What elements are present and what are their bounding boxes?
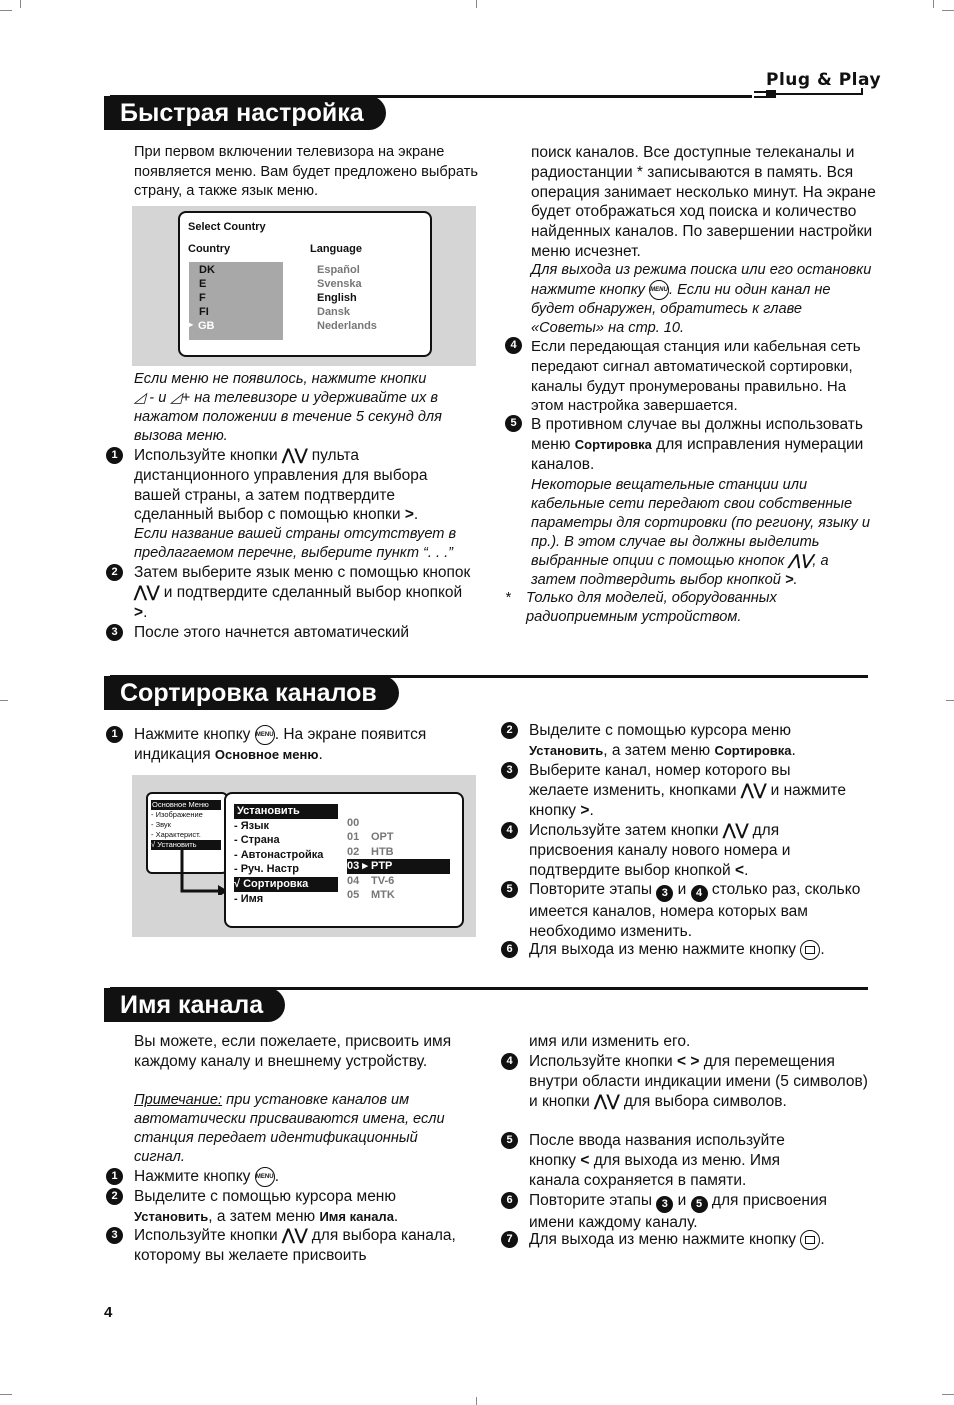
up-down-icon: ⋀⋁ [134,583,160,601]
menu-name: Имя канала [319,1208,394,1224]
install-menu-title: Установить [234,804,338,819]
step-text: Для выхода из меню нажмите кнопку [529,941,797,959]
step-number: 3 [106,1227,123,1244]
menu-arrow-icon [178,847,230,895]
step-number: 4 [501,822,518,839]
step-text: Повторите этапы [529,1192,652,1209]
step-text: Выделите с помощью курсора меню [529,722,791,739]
step-number: 4 [501,1053,518,1070]
menu-button-icon: MENU [255,1167,275,1187]
install-menu-item[interactable]: - Язык [234,819,269,832]
channel-name: HTB [371,845,394,858]
page-number: 4 [104,1304,113,1321]
step-text: Для выхода из меню нажмите кнопку [529,1231,797,1249]
step-4-text: Если передающая станция или кабельная сеть передают сигнал автоматической сортировки, каналы будут пронумерованы правильно. На этом настройка завершается. [531,338,861,415]
step-text: для перемещения внутри области индикации имени (5 символов) и кнопки [529,1053,868,1110]
channel-name: OPT [371,831,394,844]
no-menu-note [134,370,474,446]
install-menu-item[interactable]: - Имя [234,892,264,905]
channel-list [347,816,450,902]
menu-name: Сортировка [714,742,792,758]
step-text: После ввода названия используйте кнопку [529,1132,785,1169]
sort-step-4-text: Используйте затем кнопки ⋀⋁ для присвоения каналу нового номера и подтвердите выбор кнопкой <. [529,822,791,879]
name-step-2-text: Выделите с помощью курсора меню Установить, а затем меню Имя канала. [134,1188,399,1225]
crop-mark [0,1394,12,1395]
channel-number: 05 [347,889,360,902]
volume-icon: ◿ [170,390,182,406]
footnote: Только для моделей, оборудованных радиоприемным устройством. [526,590,777,625]
language-item[interactable]: Nederlands [317,320,377,332]
step-2-text: Затем выберите язык меню с помощью кнопок ⋀⋁ и подтвердите сделанный выбор кнопкой >. [134,564,471,621]
menu-button-icon: MENU [255,725,275,745]
crop-mark [476,0,477,8]
step-number: 5 [501,1132,518,1149]
main-menu-list [151,800,221,850]
up-down-icon: ⋀⋁ [740,781,767,799]
install-menu-item[interactable]: - Страна [234,834,280,847]
language-item-selected[interactable]: English [317,292,357,304]
main-menu-item[interactable]: - Изображение [151,810,203,819]
step-number: 5 [505,415,522,432]
up-down-icon: ⋀⋁ [594,1092,620,1110]
channel-name: MTK [371,889,395,902]
name-step-7-text: Для выхода из меню нажмите кнопку . [529,1231,825,1249]
crop-mark [0,700,8,701]
step-5-text [531,415,876,474]
main-menu-title: Основное Меню [151,800,221,810]
menu-name: Основное меню [214,747,319,762]
up-down-icon: ⋀⋁ [722,822,749,839]
left-icon: < [735,861,745,879]
step-text: Затем выберите язык меню с помощью кнопок [134,564,471,581]
step-text: Повторите этапы [529,881,652,898]
language-item[interactable]: Dansk [317,306,351,318]
step-ref: 5 [691,1196,708,1213]
channel-row[interactable] [347,816,450,830]
channel-name: PTP [371,860,393,873]
name-intro: Вы можете, если пожелаете, присвоить имя каждому каналу и внешнему устройству. [134,1033,452,1070]
step-number: 5 [501,881,518,898]
crop-mark [0,10,12,11]
up-down-icon: ⋀⋁ [788,553,813,569]
name-step-5-text [529,1131,829,1190]
name-step-3-text [134,1226,474,1266]
step-ref: 3 [656,885,673,902]
step-number: 4 [505,337,522,354]
channel-number: 04 [347,874,360,887]
tv-button-icon [800,1230,820,1250]
step-number: 3 [501,762,518,779]
step-number: 6 [501,1192,518,1209]
country-item[interactable]: FI [199,306,209,318]
menu-name: Установить [134,1208,209,1224]
step-1-note: Если название вашей страны отсутствует в предлагаемом перечне, выберите пункт “. . .” [134,526,457,561]
section-title-channel-sort: Сортировка каналов [104,676,399,710]
step-text: для выбора символов. [623,1092,787,1110]
country-item[interactable]: E [199,278,207,290]
language-item[interactable]: Svenska [317,278,362,290]
sort-step-5-text [529,880,874,942]
sort-step-6-text: Для выхода из меню нажмите кнопку . [529,941,825,959]
step-text: Выберите канал, номер которого вы желаете изменить, кнопками [529,762,791,799]
plug-icon [752,86,867,108]
name-step-6-text [529,1191,869,1233]
left-icon: < [580,1151,590,1169]
search-description: поиск каналов. Все доступные телеканалы и радиостанции * записываются в память. Вся операция занимает несколько минут. На экране будет отображаться ход поиска и количество найденных каналов. По завершении настройки меню исчезнет. [531,144,876,260]
channel-name: TV-6 [371,874,395,887]
country-item[interactable]: F [199,292,206,304]
main-menu-item-selected[interactable]: √ Установить [151,840,221,850]
note-text: Если меню не появилось, нажмите кнопки [134,371,427,387]
name-col2-text: имя или изменить его. [529,1033,691,1050]
channel-row[interactable] [347,888,450,902]
right-icon: > [404,506,414,524]
menu-name: Сортировка [574,436,652,452]
selection-arrow-icon: ▸ [189,320,194,329]
channel-number: 00 [347,817,360,829]
note-text: . Если ни один канал не будет обнаружен, обратитесь к главе «Советы» на стр. 10. [531,281,831,336]
tv-button-icon [800,940,820,960]
channel-row[interactable] [347,874,450,888]
right-icon: > [580,801,590,819]
step-text: для исправления нумерации каналов. [531,435,864,473]
search-note [531,261,876,338]
channel-row-selected[interactable] [347,859,450,873]
intro-text: При первом включении телевизора на экране появляется меню. Вам будет предложено выбрать страну, а также язык меню. [134,144,478,200]
step-text: для присвоения каналу нового номера и подтвердите выбор кнопкой [529,822,791,879]
install-menu-list [234,804,338,906]
country-item[interactable]: DK [199,264,215,276]
step-number: 2 [106,1188,123,1205]
step-number: 6 [501,941,518,958]
step-number: 2 [501,722,518,739]
language-header: Language [310,243,362,255]
step-ref: 4 [691,885,708,902]
note-text: Для выхода из режима поиска или его остановки нажмите кнопку [531,262,872,298]
install-menu-item-selected[interactable]: √ Сортировка [234,877,338,892]
note-text: - и [149,390,167,406]
step-text: и подтвердите сделанный выбор кнопкой [163,583,463,601]
note-label: Примечание: [134,1092,223,1108]
step-text: пульта дистанционного управления для выбора вашей страны, а затем подтвердите сделанный выбор с помощью кнопки [134,447,428,524]
up-down-icon: ⋀⋁ [281,447,308,464]
section-title-quick-setup: Быстрая настройка [104,96,386,130]
channel-number: 02 [347,845,360,858]
crop-mark [946,700,954,701]
step-3-text: После этого начнется автоматический [134,624,410,641]
step-number: 2 [106,564,123,581]
crop-mark [476,1397,477,1405]
step-text: , а затем меню [603,741,711,759]
step-5-note: Некоторые вещательные станции или кабельные сети передают свои собственные параметры для сортировки (по региону, языку и пр.). В этом случае вы должны выделить выбранные опции с помощью кнопок ⋀⋁, а затем подтвердить выбор кнопкой >. [531,477,870,588]
step-number: 1 [106,726,123,743]
up-down-icon: ⋀⋁ [281,1227,308,1244]
step-text: для выбора канала, которому вы желаете присвоить [134,1227,456,1264]
step-ref: 3 [656,1196,673,1213]
step-text: Используйте затем кнопки [529,822,719,839]
step-text: и [677,881,687,898]
menu-button-icon: MENU [649,280,669,300]
step-text: , а затем меню [208,1207,316,1225]
note-text: при установке каналов им автоматически присваиваются имена, если станция передает идентификационный сигнал. [134,1092,445,1165]
note-text: Некоторые вещательные станции или кабельные сети передают свои собственные параметры для сортировки (по региону, языку и пр.). В этом случае вы должны выделить выбранные опции с помощью кнопок [531,477,870,569]
step-text: В противном случае вы должны использовать меню [531,416,863,453]
step-text: Нажмите кнопку [134,726,251,744]
step-text: Используйте кнопки [134,1227,278,1244]
channel-row[interactable] [347,830,450,844]
volume-icon: ◿ [134,390,146,406]
main-menu-item[interactable]: - Звук [151,820,171,829]
menu-name: Установить [529,742,604,758]
section-title-channel-name: Имя канала [104,988,285,1022]
crop-mark [942,1394,954,1395]
footnote-mark: * [505,590,511,606]
left-right-icon: < > [676,1053,700,1070]
step-text: и [677,1192,687,1209]
sort-step-3-text: Выберите канал, номер которого вы желаете изменить, кнопками ⋀⋁ и нажмите кнопку >. [529,762,846,819]
country-header: Country [188,243,231,255]
install-menu-item[interactable]: - Автонастройка [234,848,324,861]
step-number: 1 [106,447,123,464]
step-text: Выделите с помощью курсора меню [134,1188,396,1205]
note-text: их в нажатом положении в течение 5 секунд для вызова меню. [134,390,442,444]
plug-and-play-logo: Plug & Play [766,70,882,90]
right-icon: > [134,603,144,621]
install-menu-item[interactable]: - Руч. Настр [234,863,299,876]
sort-step-1-text: Нажмите кнопку MENU. На экране появится индикация Основное меню. [134,726,427,763]
step-text: для выхода из меню. Имя канала сохраняется в памяти. [529,1151,781,1189]
step-text: Нажмите кнопку [134,1168,251,1186]
step-text: и нажмите кнопку [529,781,846,819]
note-text: + на телевизоре и удерживайте [181,390,407,406]
step-text: Используйте кнопки [529,1053,673,1070]
country-item-selected[interactable]: GB [198,320,215,332]
step-1-text: Используйте кнопки ⋀⋁ пульта дистанционного управления для выбора вашей страны, а затем подтвердите сделанный выбор с помощью кнопки >. [134,447,428,524]
step-number: 3 [106,624,123,641]
channel-number: 01 [347,831,360,844]
screen-title: Select Country [188,221,266,233]
crop-mark [933,0,934,8]
main-menu-item[interactable]: - Характерист. [151,830,201,839]
name-step-1-text: Нажмите кнопку MENU. [134,1168,280,1186]
sort-step-2-text: Выделите с помощью курсора меню Установить, а затем меню Сортировка. [529,722,796,759]
step-text: для присвоения имени каждому каналу. [529,1192,828,1231]
step-number: 1 [106,1168,123,1185]
step-text: . На экране появится индикация [134,726,427,763]
language-item[interactable]: Español [317,264,360,276]
name-note [134,1091,469,1167]
step-number: 7 [501,1231,518,1248]
channel-row[interactable] [347,845,450,859]
crop-mark [20,0,21,8]
step-text: Используйте кнопки [134,447,278,464]
crop-mark [942,10,954,11]
note-text: , а затем подтвердить выбор кнопкой [531,553,829,588]
name-step-4-text [529,1052,869,1111]
channel-number: 03 ▸ [347,860,368,873]
right-icon: > [784,572,794,588]
step-text: столько раз, сколько имеется каналов, номера которых вам необходимо изменить. [529,881,861,940]
